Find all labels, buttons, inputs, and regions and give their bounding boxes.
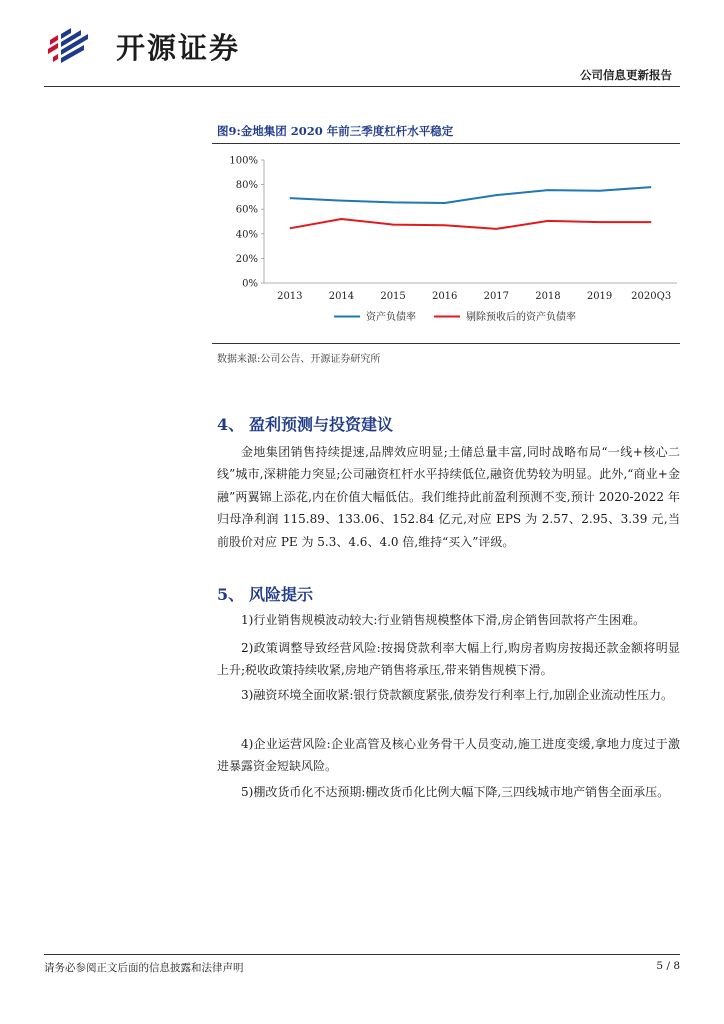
section-4-number: 4、 (217, 415, 245, 434)
x-axis (264, 283, 677, 302)
section-5-title: 风险提示 (249, 585, 314, 604)
x-tick-label: 2019 (586, 291, 613, 302)
risk-item-1: 1)行业销售规模波动较大:行业销售规模整体下滑,房企销售回款将产生困难。 (241, 613, 646, 627)
figure-title: 图9:金地集团 2020 年前三季度杠杆水平稳定 (217, 124, 454, 138)
section-5-number: 5、 (217, 585, 245, 604)
legend-label-1: 资产负债率 (366, 312, 416, 323)
x-tick-label: 2016 (431, 291, 458, 302)
x-tick-label: 2017 (483, 291, 510, 302)
brand-name: 开源证券 (116, 31, 241, 65)
risk-item-2: 2)政策调整导致经营风险:按揭贷款利率大幅上行,购房者购房按揭还款金额将明显上升;税收政策持续收紧,房地产销售将承压,带来销售规模下滑。 (217, 641, 680, 678)
section-4-body: 金地集团销售持续提速,品牌效应明显;土储总量丰富,同时战略布局“一线+核心二线”城市,深耕能力突显;公司融资杠杆水平持续低位,融资优势较为明显。此外,“商业+金融”两翼锦上添花,内在价值大幅低估。我们维持此前盈利预测不变,预计 2020-2022 年归母净利润 115.89、133.06、152.84 亿元,对应 EPS 为 2.57、2.95、3.39 元,当前股价对应 PE 为 5.3、4.6、4.0 倍,维持“买入”评级。 (217, 445, 680, 549)
y-tick-label: 60% (235, 204, 258, 216)
footer-disclaimer: 请务必参阅正文后面的信息披露和法律声明 (44, 962, 244, 974)
y-tick-label: 100% (229, 155, 258, 167)
footer-divider (44, 954, 680, 955)
series-line-2 (290, 219, 651, 229)
y-tick-label: 80% (235, 180, 258, 192)
x-tick-label: 2013 (277, 291, 303, 302)
y-tick-label: 0% (242, 278, 258, 290)
header-divider (44, 86, 680, 87)
y-tick-label: 40% (235, 229, 258, 241)
series-layer (290, 187, 651, 229)
x-tick-label: 2015 (380, 291, 406, 302)
series-line-1 (290, 187, 651, 203)
x-tick-label: 2018 (535, 291, 561, 302)
section-4-heading (217, 412, 393, 435)
risk-item-4: 4)企业运营风险:企业高管及核心业务骨干人员变动,施工进度变缓,拿地力度过于激进暴露资金短缺风险。 (217, 737, 680, 774)
legend-label-2: 剔除预收后的资产负债率 (466, 312, 576, 323)
report-type: 公司信息更新报告 (580, 68, 672, 82)
kaiyuan-logo-icon (44, 24, 100, 64)
y-axis (229, 156, 264, 290)
chart-legend (334, 310, 576, 323)
y-tick-label: 20% (235, 253, 258, 265)
x-tick-label: 2014 (328, 291, 355, 302)
risk-item-3: 3)融资环境全面收紧:银行贷款额度紧张,债券发行利率上行,加剧企业流动性压力。 (241, 688, 673, 702)
section-4-title: 盈利预测与投资建议 (249, 415, 394, 434)
figure-top-divider (212, 143, 680, 144)
x-tick-label: 2020Q3 (631, 291, 672, 302)
page-number: 5 / 8 (656, 960, 680, 972)
figure-bottom-divider (212, 343, 680, 344)
figure-source: 数据来源:公司公告、开源证券研究所 (217, 354, 381, 365)
leverage-line-chart (212, 150, 682, 330)
section-5-heading (217, 582, 313, 605)
risk-item-5: 5)棚改货币化不达预期:棚改货币化比例大幅下降,三四线城市地产销售全面承压。 (241, 785, 670, 799)
